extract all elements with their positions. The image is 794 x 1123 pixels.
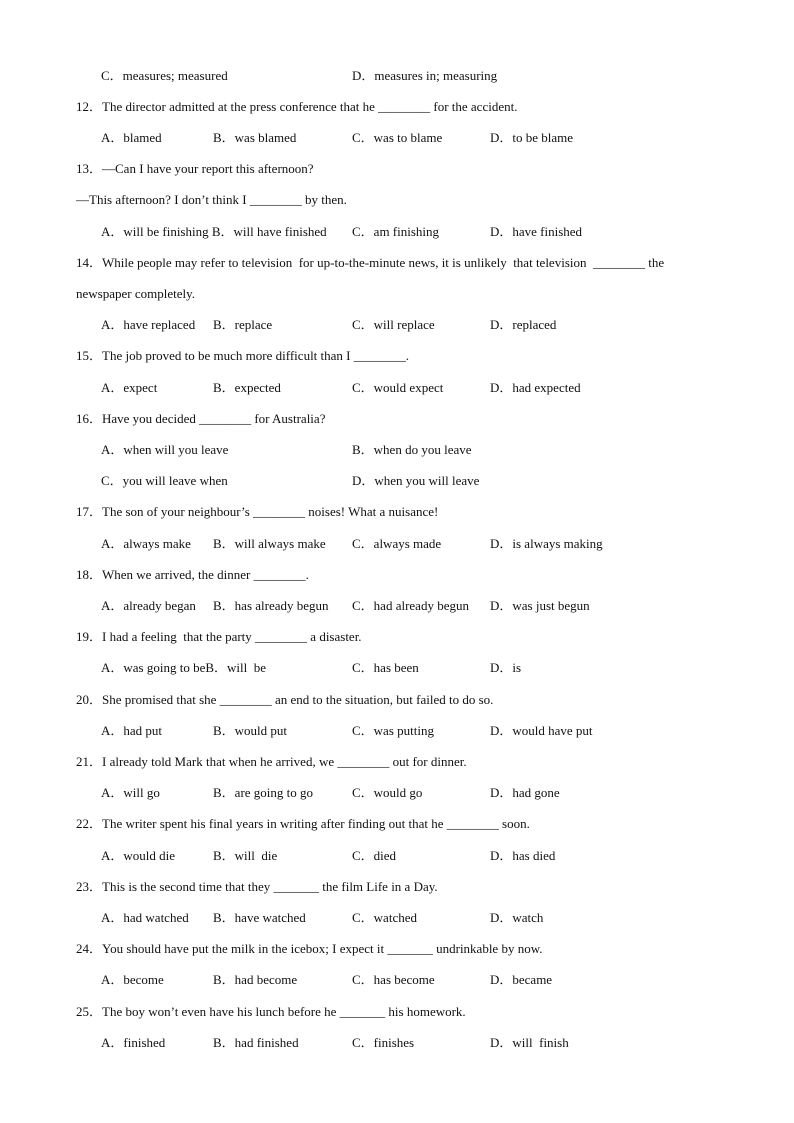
- question-text: 22．The writer spent his final years in writing after finding out that he ________ soon.: [76, 816, 530, 831]
- answer-option: D．will finish: [490, 1035, 569, 1050]
- answer-option: C．would go: [352, 785, 423, 800]
- question-text: 13．—Can I have your report this afternoon?: [76, 161, 314, 176]
- answer-option: B．was blamed: [213, 130, 297, 145]
- answer-option: D．would have put: [490, 723, 593, 738]
- answer-option: D．is: [490, 660, 522, 675]
- answer-option: C．am finishing: [352, 224, 440, 239]
- answer-option: A．expect: [101, 380, 158, 395]
- answer-option: B．had become: [213, 972, 298, 987]
- answer-option: C．died: [352, 848, 397, 863]
- answer-option: A．always make: [101, 536, 191, 551]
- answer-option: B．have watched: [213, 910, 306, 925]
- answer-option: C．has been: [352, 660, 419, 675]
- answer-option: C．measures; measured: [101, 68, 228, 83]
- question-text: 16．Have you decided ________ for Australia?: [76, 411, 326, 426]
- answer-option: D．replaced: [490, 317, 557, 332]
- answer-option: C．always made: [352, 536, 442, 551]
- answer-option: A．was going to beB．will be: [101, 660, 267, 675]
- answer-option: B．would put: [213, 723, 288, 738]
- answer-option: B．replace: [213, 317, 273, 332]
- answer-option: A．had put: [101, 723, 163, 738]
- question-continuation: —This afternoon? I don’t think I ________ by then.: [76, 192, 347, 207]
- answer-option: A．when will you leave: [101, 442, 229, 457]
- answer-option: A．have replaced: [101, 317, 196, 332]
- answer-option: D．to be blame: [490, 130, 574, 145]
- question-text: 23．This is the second time that they _______ the film Life in a Day.: [76, 879, 438, 894]
- answer-option: D．was just begun: [490, 598, 590, 613]
- answer-option: D．measures in; measuring: [352, 68, 498, 83]
- answer-option: A．had watched: [101, 910, 189, 925]
- question-text: 17．The son of your neighbour’s ________ noises! What a nuisance!: [76, 504, 439, 519]
- answer-option: D．had expected: [490, 380, 581, 395]
- answer-option: B．are going to go: [213, 785, 314, 800]
- answer-option: B．had finished: [213, 1035, 299, 1050]
- answer-option: A．will go: [101, 785, 160, 800]
- answer-option: C．has become: [352, 972, 435, 987]
- answer-option: A．become: [101, 972, 164, 987]
- answer-option: D．became: [490, 972, 553, 987]
- question-text: 21．I already told Mark that when he arrived, we ________ out for dinner.: [76, 754, 467, 769]
- answer-option: B．expected: [213, 380, 281, 395]
- answer-option: D．have finished: [490, 224, 583, 239]
- answer-option: A．would die: [101, 848, 176, 863]
- question-text: 24．You should have put the milk in the icebox; I expect it _______ undrinkable by now.: [76, 941, 543, 956]
- question-text: 25．The boy won’t even have his lunch before he _______ his homework.: [76, 1004, 466, 1019]
- answer-option: C．would expect: [352, 380, 444, 395]
- question-text: 20．She promised that she ________ an end to the situation, but failed to do so.: [76, 692, 494, 707]
- answer-option: C．had already begun: [352, 598, 469, 613]
- answer-option: B．has already begun: [213, 598, 329, 613]
- answer-option: B．will always make: [213, 536, 326, 551]
- answer-option: D．is always making: [490, 536, 603, 551]
- question-text: 18．When we arrived, the dinner ________.: [76, 567, 309, 582]
- answer-option: C．finishes: [352, 1035, 415, 1050]
- answer-option: C．watched: [352, 910, 417, 925]
- answer-option: C．you will leave when: [101, 473, 228, 488]
- question-text: 19．I had a feeling that the party ________ a disaster.: [76, 629, 362, 644]
- answer-option: C．was to blame: [352, 130, 443, 145]
- question-continuation: newspaper completely.: [76, 286, 195, 301]
- answer-option: B．when do you leave: [352, 442, 472, 457]
- answer-option: D．when you will leave: [352, 473, 480, 488]
- answer-option: C．will replace: [352, 317, 435, 332]
- answer-option: A．finished: [101, 1035, 166, 1050]
- answer-option: D．had gone: [490, 785, 560, 800]
- question-text: 12．The director admitted at the press conference that he ________ for the accident.: [76, 99, 518, 114]
- answer-option: A．blamed: [101, 130, 162, 145]
- question-text: 14．While people may refer to television for up-to-the-minute news, it is unlikely that television ________ the: [76, 255, 665, 270]
- answer-option: B．will die: [213, 848, 278, 863]
- answer-option: A．will be finishing B．will have finished: [101, 224, 327, 239]
- question-text: 15．The job proved to be much more difficult than I ________.: [76, 348, 409, 363]
- answer-option: A．already began: [101, 598, 196, 613]
- answer-option: D．has died: [490, 848, 556, 863]
- answer-option: C．was putting: [352, 723, 434, 738]
- answer-option: D．watch: [490, 910, 544, 925]
